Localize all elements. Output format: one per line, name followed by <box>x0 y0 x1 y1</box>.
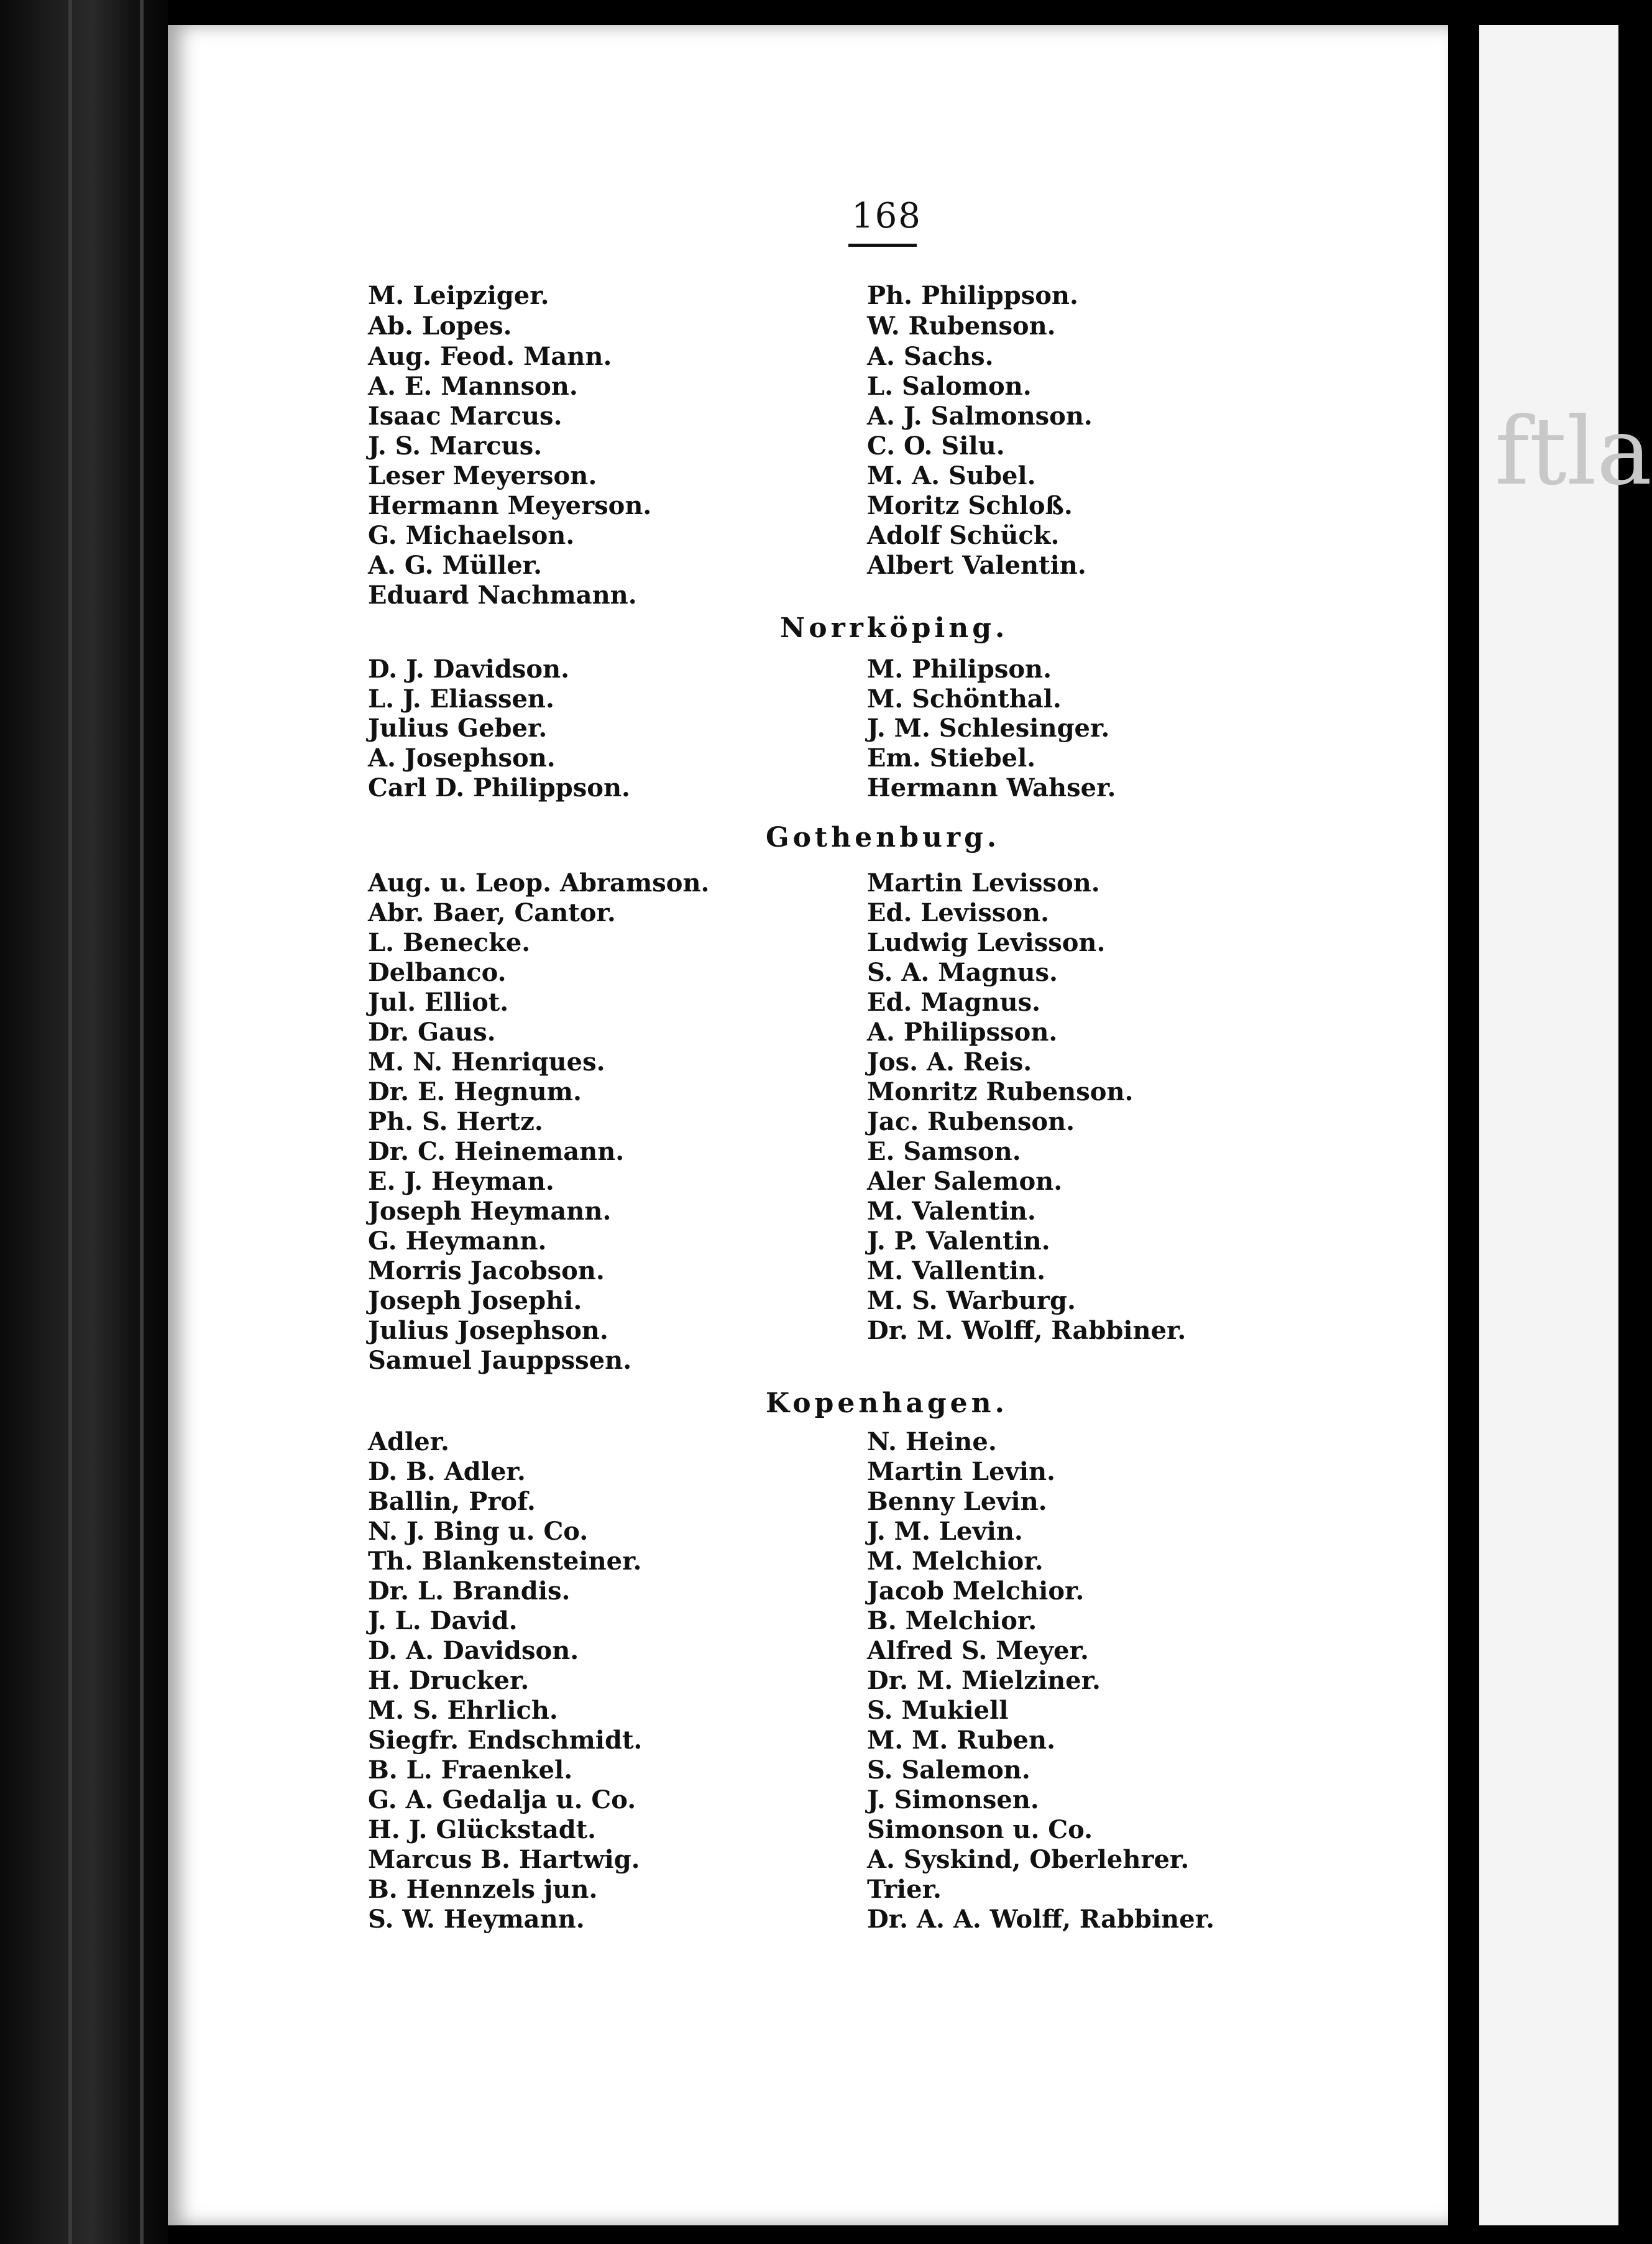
section-heading-norrkoping: Norrköping. <box>780 612 1009 644</box>
list-item: Martin Levisson. <box>867 868 1100 898</box>
list-item: E. J. Heyman. <box>368 1167 554 1196</box>
list-item: B. Melchior. <box>867 1606 1037 1635</box>
list-item: Ed. Levisson. <box>867 898 1050 927</box>
section-heading-kopenhagen: Kopenhagen. <box>766 1387 1008 1419</box>
list-item: D. B. Adler. <box>368 1457 526 1486</box>
list-item: W. Rubenson. <box>867 311 1056 341</box>
list-item: Monritz Rubenson. <box>867 1077 1134 1106</box>
list-item: Marcus B. Hartwig. <box>368 1845 640 1874</box>
list-item: Jul. Elliot. <box>368 988 509 1017</box>
list-item: J. M. Levin. <box>867 1517 1023 1546</box>
list-item: J. Simonsen. <box>867 1785 1039 1814</box>
list-item: M. Schönthal. <box>867 684 1062 714</box>
page-number-rule <box>848 244 917 247</box>
section-heading-gothenburg: Gothenburg. <box>766 822 1001 853</box>
list-item: Dr. A. A. Wolff, Rabbiner. <box>867 1905 1215 1934</box>
list-item: A. Sachs. <box>867 342 994 371</box>
list-item: M. A. Subel. <box>867 461 1036 490</box>
list-item: Trier. <box>867 1875 942 1904</box>
list-item: B. L. Fraenkel. <box>368 1755 573 1785</box>
list-item: S. Mukiell <box>867 1696 1009 1725</box>
list-item: A. E. Mannson. <box>368 372 578 401</box>
list-item: Samuel Jauppssen. <box>368 1346 632 1375</box>
list-item: G. Michaelson. <box>368 521 575 550</box>
list-item: A. Josephson. <box>368 743 556 773</box>
list-item: E. Samson. <box>867 1137 1021 1166</box>
list-item: D. A. Davidson. <box>368 1636 579 1665</box>
list-item: J. M. Schlesinger. <box>867 714 1110 743</box>
list-item: S. Salemon. <box>867 1755 1030 1785</box>
list-item: S. W. Heymann. <box>368 1905 585 1934</box>
list-item: Simonson u. Co. <box>867 1815 1093 1844</box>
list-item: J. L. David. <box>368 1606 518 1635</box>
list-item: Morris Jacobson. <box>368 1256 605 1285</box>
list-item: G. Heymann. <box>368 1226 547 1256</box>
list-item: Jac. Rubenson. <box>867 1107 1075 1136</box>
list-item: Siegfr. Endschmidt. <box>368 1726 643 1755</box>
list-item: Th. Blankensteiner. <box>368 1547 642 1576</box>
list-item: G. A. Gedalja u. Co. <box>368 1785 636 1814</box>
list-item: N. Heine. <box>867 1427 997 1456</box>
adjacent-page <box>1479 25 1618 2225</box>
list-item: Aler Salemon. <box>867 1167 1063 1196</box>
list-item: Ludwig Levisson. <box>867 928 1106 957</box>
list-item: J. P. Valentin. <box>867 1226 1050 1256</box>
list-item: N. J. Bing u. Co. <box>368 1517 589 1546</box>
adjacent-page-fragment: ftla <box>1495 398 1652 506</box>
list-item: H. J. Glückstadt. <box>368 1815 597 1844</box>
list-item: Isaac Marcus. <box>368 402 562 431</box>
book-page <box>168 25 1448 2225</box>
list-item: Aug. u. Leop. Abramson. <box>368 868 710 898</box>
list-item: Dr. C. Heinemann. <box>368 1137 625 1166</box>
list-item: Em. Stiebel. <box>867 743 1036 773</box>
page-gutter <box>1448 0 1479 2244</box>
list-item: M. M. Ruben. <box>867 1726 1056 1755</box>
list-item: A. J. Salmonson. <box>867 402 1093 431</box>
list-item: Carl D. Philippson. <box>368 773 630 802</box>
list-item: M. Philipson. <box>867 655 1052 684</box>
list-item: Ph. Philippson. <box>867 281 1078 310</box>
page-number: 168 <box>851 196 922 236</box>
list-item: L. Salomon. <box>867 372 1032 401</box>
list-item: Ed. Magnus. <box>867 988 1041 1017</box>
list-item: Hermann Meyerson. <box>368 491 652 520</box>
list-item: Eduard Nachmann. <box>368 581 637 610</box>
list-item: Jos. A. Reis. <box>867 1047 1032 1077</box>
list-item: L. J. Eliassen. <box>368 684 554 714</box>
list-item: Moritz Schloß. <box>867 491 1073 520</box>
list-item: M. S. Ehrlich. <box>368 1696 558 1725</box>
list-item: Adler. <box>368 1427 449 1456</box>
list-item: M. S. Warburg. <box>867 1286 1076 1315</box>
list-item: Aug. Feod. Mann. <box>368 342 612 371</box>
list-item: B. Hennzels jun. <box>368 1875 598 1904</box>
list-item: L. Benecke. <box>368 928 531 957</box>
list-item: Julius Josephson. <box>368 1316 608 1345</box>
list-item: Dr. M. Wolff, Rabbiner. <box>867 1316 1186 1345</box>
list-item: A. G. Müller. <box>368 551 542 580</box>
list-item: Martin Levin. <box>867 1457 1055 1486</box>
binding-edge <box>140 0 144 2244</box>
list-item: Dr. E. Hegnum. <box>368 1077 582 1106</box>
list-item: S. A. Magnus. <box>867 958 1058 987</box>
list-item: Dr. Gaus. <box>368 1018 496 1047</box>
list-item: Ab. Lopes. <box>368 311 512 341</box>
list-item: Alfred S. Meyer. <box>867 1636 1089 1665</box>
list-item: Adolf Schück. <box>867 521 1060 550</box>
list-item: Ballin, Prof. <box>368 1487 536 1516</box>
list-item: A. Syskind, Oberlehrer. <box>867 1845 1190 1874</box>
list-item: Hermann Wahser. <box>867 773 1116 802</box>
binding-edge <box>68 0 72 2244</box>
list-item: Ph. S. Hertz. <box>368 1107 543 1136</box>
list-item: Abr. Baer, Cantor. <box>368 898 616 927</box>
list-item: Joseph Heymann. <box>368 1197 612 1226</box>
list-item: H. Drucker. <box>368 1666 530 1695</box>
list-item: Dr. M. Mielziner. <box>867 1666 1101 1695</box>
list-item: M. Vallentin. <box>867 1256 1046 1285</box>
list-item: Benny Levin. <box>867 1487 1047 1516</box>
list-item: M. Leipziger. <box>368 281 549 310</box>
list-item: M. N. Henriques. <box>368 1047 605 1077</box>
list-item: Dr. L. Brandis. <box>368 1576 571 1606</box>
list-item: D. J. Davidson. <box>368 655 570 684</box>
list-item: Delbanco. <box>368 958 507 987</box>
list-item: M. Valentin. <box>867 1197 1036 1226</box>
list-item: Joseph Josephi. <box>368 1286 582 1315</box>
list-item: M. Melchior. <box>867 1547 1044 1576</box>
list-item: C. O. Silu. <box>867 431 1005 461</box>
list-item: Jacob Melchior. <box>867 1576 1085 1606</box>
list-item: A. Philipsson. <box>867 1018 1058 1047</box>
list-item: Albert Valentin. <box>867 551 1086 580</box>
list-item: Julius Geber. <box>368 714 548 743</box>
list-item: J. S. Marcus. <box>368 431 543 461</box>
list-item: Leser Meyerson. <box>368 461 597 490</box>
